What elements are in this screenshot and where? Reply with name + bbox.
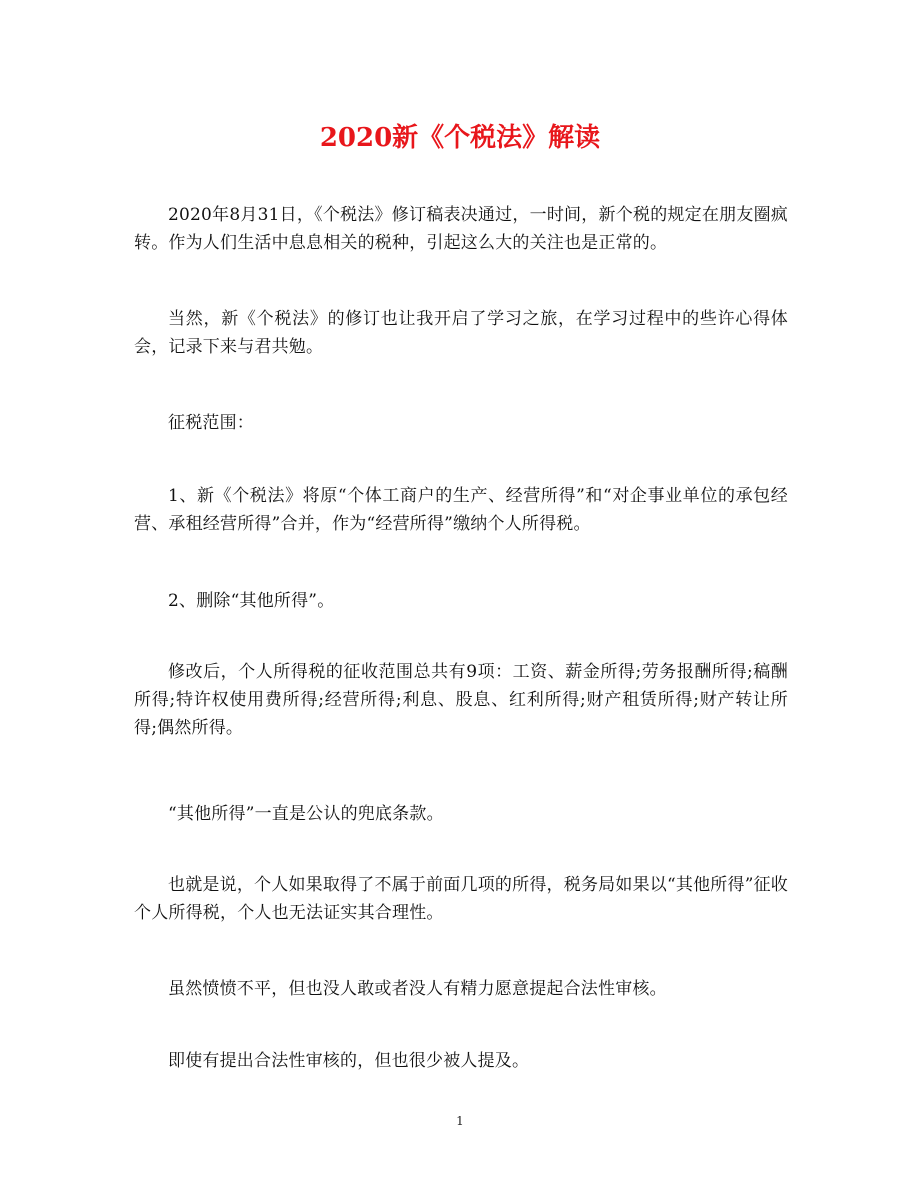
paragraph-item-1: 1、新《个税法》将原“个体工商户的生产、经营所得”和“对企事业单位的承包经营、承租经营所得”合并，作为“经营所得”缴纳个人所得税。	[134, 486, 788, 534]
paragraph-intro: 2020年8月31日，《个税法》修订稿表决通过，一时间，新个税的规定在朋友圈疯转。作为人们生活中息息相关的税种，引起这么大的关注也是正常的。	[134, 205, 788, 253]
paragraph-explanation: 也就是说，个人如果取得了不属于前面几项的所得，税务局如果以“其他所得”征收个人所得税，个人也无法证实其合理性。	[134, 875, 788, 923]
paragraph-rarely-mentioned: 即使有提出合法性审核的，但也很少被人提及。	[168, 1051, 530, 1071]
paragraph-scope-heading: 征税范围：	[168, 413, 254, 433]
paragraph-item-2: 2、删除“其他所得”。	[168, 591, 335, 611]
paragraph-catchall: “其他所得”一直是公认的兜底条款。	[168, 804, 444, 824]
paragraph-learning: 当然，新《个税法》的修订也让我开启了学习之旅，在学习过程中的些许心得体会，记录下来与君共勉。	[134, 309, 788, 357]
page-number: 1	[456, 1114, 464, 1128]
paragraph-revised-scope: 修改后，个人所得税的征收范围总共有9项：工资、薪金所得;劳务报酬所得;稿酬所得;特许权使用费所得;经营所得;利息、股息、红利所得;财产租赁所得;财产转让所得;偶然所得。	[134, 662, 788, 738]
document-title: 2020新《个税法》解读	[319, 123, 601, 153]
paragraph-review: 虽然愤愤不平，但也没人敢或者没人有精力愿意提起合法性审核。	[168, 979, 667, 999]
